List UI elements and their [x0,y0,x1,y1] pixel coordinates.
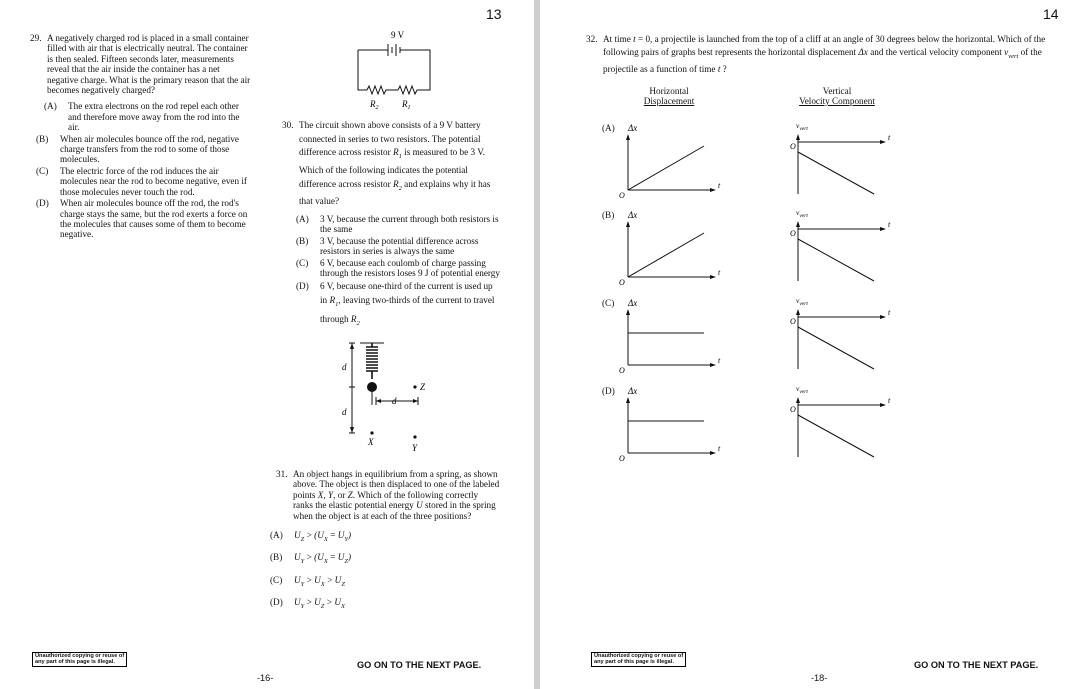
option-letter: (D) [270,597,283,608]
page-header-number: 13 [486,6,502,22]
resistor-r2-symbol [367,86,398,94]
copyright-notice: Unauthorized copying or reuse of any part of this page is illegal. [32,652,127,667]
t-axis-label: t [718,268,721,277]
dx-axis-label: Δx [628,210,638,220]
point-x-ref: X [317,489,324,500]
y-axis-arrow [626,221,630,227]
question-text: , [323,489,328,500]
option-text: 3 V, because the potential difference across resistors in series is always the same [320,235,479,257]
velocity-graph [786,205,896,285]
left-page [0,0,534,689]
time-symbol: t [633,34,636,44]
spring-coil [366,343,378,379]
arrow-head [413,399,418,403]
dimension-d-horizontal: d [392,396,397,406]
origin-label: O [619,191,625,198]
option-d [36,198,252,240]
option-text: 6 V, because each coulomb of charge passing through the resistors loses 9 J of potential energy [320,257,500,278]
graph-option-letter: (C) [602,298,615,308]
velocity-graph [786,118,896,198]
resistor-r1-label: $R_1$ [402,99,411,110]
question-text: An object hangs in equilibrium from a spring, as shown above. The object is then displaced to one of the labeled points [293,469,500,500]
dx-axis-label: Δx [628,386,638,396]
displacement-graph [616,381,726,461]
v-axis-label: $v_{vert}$ [796,296,808,307]
question-32 [586,33,1056,75]
question-number: 31. [276,469,288,479]
point-z-ref: Z [347,489,353,500]
question-30 [282,119,500,331]
option-letter: (B) [296,235,309,246]
resistor-r1-label: $R_1$ [392,147,402,161]
option-letter: (C) [36,165,49,176]
y-axis-arrow [796,397,800,403]
page-footer-number: -18- [811,673,828,683]
velocity-curve [798,327,874,369]
option-a [270,527,500,548]
graph-option-letter: (B) [602,210,615,220]
resistor-r2-label: $R_2$ [392,178,402,192]
x-axis-arrow [880,140,886,144]
question-text: ? [720,63,727,74]
graph-option-letter: (D) [602,386,615,396]
question-text: stored in the spring when the object is at each of the three positions? [293,500,496,521]
question-number: 30. [282,120,294,130]
option-letter: (B) [36,133,49,144]
go-on-notice: GO ON TO THE NEXT PAGE. [914,660,1039,670]
point-y-marker [413,435,416,438]
origin-label: O [619,366,625,373]
option-letter: (A) [270,530,283,541]
question-text: = 0, a projectile is launched from the top of a cliff at an angle of 30 degrees below the horizontal. Which of the following pairs of graphs best represents the horizontal displacement [603,34,1046,57]
graph-option-letter: (A) [602,123,615,133]
option-letter: (B) [270,552,283,563]
go-on-notice: GO ON TO THE NEXT PAGE. [357,660,482,670]
question-text: is measured to be 3 V. Which of the following indicates the potential difference across resistor [299,147,485,189]
question-29-stem [30,33,252,95]
option-expression: $U_Y > U_Z > U_X$ [294,597,345,610]
question-text: , or [333,489,348,500]
dx-axis-label: Δx [628,123,638,133]
origin-label: O [619,454,625,461]
option-letter: (A) [44,101,57,112]
velocity-graph [786,293,896,373]
x-axis-arrow [710,188,716,192]
question-31-stem [276,469,500,521]
circuit-diagram [350,28,440,110]
t-axis-label: t [888,396,891,405]
displacement-graph [616,205,726,285]
question-text: and the vertical velocity component [867,46,1005,57]
displacement-curve [628,233,704,277]
option-c [36,166,252,197]
question-31 [270,469,500,615]
question-number: 32. [586,34,598,44]
question-text: . Which of the following correctly ranks the elastic potential energy [293,489,479,511]
v-axis-label: $v_{vert}$ [796,384,808,395]
column-header-horizontal: Horizontal Displacement [643,86,695,106]
point-y-label: Y [412,443,418,453]
option-text: 3 V, because the current through both resistors is the same [320,213,499,235]
question-text: At time [603,34,634,44]
question-number: 29. [30,33,42,43]
option-c [296,258,500,279]
displacement-graph [616,293,726,373]
option-expression: $U_Y > (U_X = U_Z)$ [294,552,352,566]
battery-symbol [388,44,400,56]
velocity-curve [798,152,874,194]
question-text: and explains why it has that value? [299,178,491,207]
velocity-symbol: $v_{vert}$ [1004,46,1019,60]
t-axis-label: t [888,133,891,142]
circuit-wire [358,50,367,90]
v-axis-label: $v_{vert}$ [796,121,808,132]
point-z-marker [413,385,416,388]
origin-label: O [790,229,796,238]
option-letter: (A) [296,213,309,224]
resistor-r1-symbol [398,86,417,94]
option-letter: (C) [296,257,309,268]
arrow-head [350,427,354,433]
y-axis-arrow [626,397,630,403]
x-axis-arrow [710,363,716,367]
option-text: , leaving two-thirds of the current to travel through [320,295,495,325]
t-axis-label: t [888,308,891,317]
column-header-vertical: Vertical Velocity Component [799,86,875,106]
question-29 [30,33,252,240]
option-letter: (D) [296,281,309,292]
energy-symbol: U [416,500,423,511]
option-letter: (C) [270,574,283,585]
point-x-marker [370,431,373,434]
option-text: 6 V, because one-third of the current is used up in [320,281,493,306]
copyright-notice: Unauthorized copying or reuse of any part of this page is illegal. [591,652,686,667]
spring-diagram [340,333,450,458]
x-axis-arrow [710,451,716,455]
question-text: A negatively charged rod is placed in a small container filled with air that is electrically neutral. The container is then sealed. Fifteen seconds later, measurements reveal that the air inside the container has a net negative charge. What is the primary reason that the air becomes negatively charged? [47,33,251,96]
resistor-r2-label: $R_2$ [370,99,379,110]
point-y-ref: Y [327,489,334,500]
option-text: The extra electrons on the rod repel each other and therefore move away from the rod into the air. [68,101,240,133]
t-axis-label: t [718,444,721,453]
question-30-stem [282,119,500,209]
y-axis-arrow [796,134,800,140]
dx-axis-label: Δx [628,298,638,308]
option-b [296,236,500,257]
t-axis-label: t [718,181,721,190]
right-page [540,0,1080,689]
y-axis-arrow [626,309,630,315]
dimension-d-bottom: d [342,407,347,417]
question-text: The circuit shown above consists of a 9 V battery connected in series to two resistors. The potential difference across resistor [299,120,481,158]
option-b [270,549,500,570]
page-header-number: 14 [1043,6,1059,22]
circuit-wire [400,50,430,90]
origin-label: O [619,278,625,285]
t-axis-label: t [718,356,721,365]
option-d [296,279,500,331]
time-symbol: t [717,63,721,74]
displacement-curve [628,146,704,190]
option-text: When air molecules bounce off the rod, negative charge transfers from the rod to some of those molecules. [60,133,239,165]
option-letter: (D) [36,198,49,209]
page-footer-number: -16- [257,673,274,683]
x-axis-arrow [880,227,886,231]
y-axis-arrow [626,134,630,140]
arrow-head [350,343,354,349]
question-31-options [270,527,500,615]
t-axis-label: t [888,220,891,229]
point-z-label: Z [420,382,426,392]
option-expression: $U_Y > U_X > U_Z$ [294,574,345,588]
y-axis-arrow [796,221,800,227]
resistor-r1-label: $R_1$ [329,295,339,309]
option-c [270,572,500,593]
origin-label: O [790,142,796,151]
arrow-head [376,399,381,403]
option-text: The electric force of the rod induces the air molecules near the rod to become negative, even if those molecules never touch the rod. [60,165,247,197]
y-axis-arrow [796,309,800,315]
displacement-symbol: Δx [858,46,868,57]
x-axis-arrow [880,403,886,407]
battery-label: 9 V [391,30,405,40]
x-axis-arrow [710,275,716,279]
velocity-graph [786,381,896,461]
option-text: When air molecules bounce off the rod, the rod's charge stays the same, but the rod exerts a force on the molecules that causes some of them to become negative. [60,198,248,240]
point-x-label: X [368,437,374,447]
hanging-object [367,382,377,392]
x-axis-arrow [880,315,886,319]
velocity-curve [798,239,874,281]
question-text: of the projectile as a function of time [603,46,1042,74]
option-a [296,214,500,235]
option-d [270,594,500,615]
option-expression: $U_Z > (U_X = U_Y)$ [294,530,352,543]
option-b [36,134,252,165]
dimension-d-top: d [342,362,347,372]
option-a [44,101,252,132]
velocity-curve [798,415,874,457]
origin-label: O [790,317,796,326]
origin-label: O [790,405,796,414]
v-axis-label: $v_{vert}$ [796,208,808,219]
resistor-r2-label: $R_2$ [350,314,360,327]
displacement-graph [616,118,726,198]
question-32-stem [586,33,1056,75]
